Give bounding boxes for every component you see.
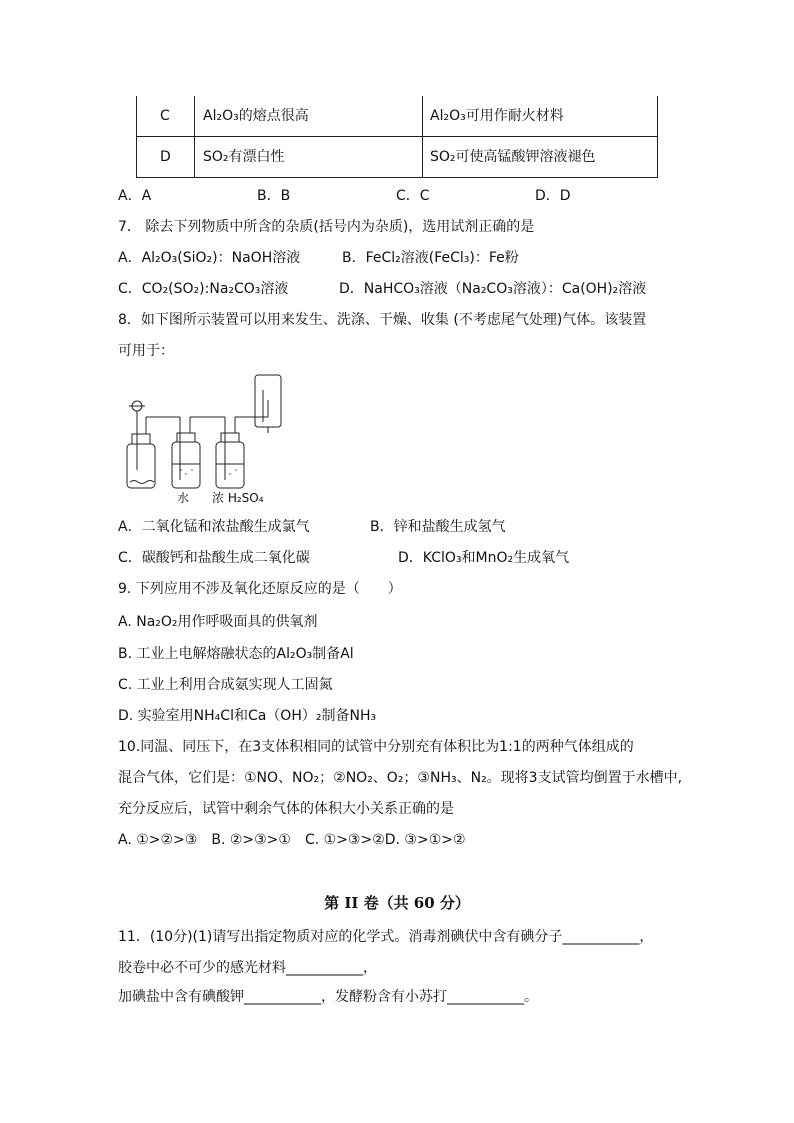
q6-option-b: B．B bbox=[257, 188, 291, 204]
q7-option-a: A．Al₂O₃(SiO₂)：NaOH溶液 bbox=[118, 250, 301, 266]
q7-option-b: B．FeCl₂溶液(FeCl₃)：Fe粉 bbox=[342, 250, 519, 266]
table-row-label: C bbox=[160, 108, 170, 124]
table-border-right bbox=[657, 96, 658, 178]
q9-option-b: B. 工业上电解熔融状态的Al₂O₃制备Al bbox=[118, 646, 354, 662]
table-row-statement: SO₂有漂白性 bbox=[203, 149, 285, 165]
q9-stem: 9. 下列应用不涉及氧化还原反应的是（ ） bbox=[118, 581, 402, 597]
label-water: 水 bbox=[177, 491, 190, 505]
drying-bottle-acid bbox=[216, 442, 244, 488]
q8-stem-line1: 8．如下图所示装置可以用来发生、洗涤、干燥、收集 (不考虑尾气处理)气体。该装置 bbox=[118, 312, 647, 328]
table-divider-1 bbox=[194, 96, 195, 178]
table-border-bottom bbox=[136, 177, 658, 178]
comparison-table bbox=[136, 96, 658, 178]
q6-option-c: C．C bbox=[396, 188, 430, 204]
q11-line2: 胶卷中必不可少的感光材料___________， bbox=[118, 960, 377, 976]
q11-line1: 11．(10分)(1)请写出指定物质对应的化学式。消毒剂碘伏中含有碘分子___________， bbox=[118, 929, 654, 945]
q10-stem-line2: 混合气体，它们是：①NO、NO₂；②NO₂、O₂；③NH₃、N₂。现将3支试管均倒置于水槽中, bbox=[118, 770, 683, 786]
q8-option-a: A．二氧化锰和浓盐酸生成氯气 bbox=[118, 519, 310, 535]
table-row-statement: Al₂O₃的熔点很高 bbox=[203, 108, 309, 124]
q10-stem-line3: 充分反应后，试管中剩余气体的体积大小关系正确的是 bbox=[118, 801, 454, 817]
q7-option-c: C．CO₂(SO₂):Na₂CO₃溶液 bbox=[118, 281, 289, 297]
q10-options: A. ①>②>③ B. ②>③>① C. ①>③>②D. ③>①>② bbox=[118, 832, 466, 848]
label-conc-sulfuric-acid: 浓 H₂SO₄ bbox=[212, 491, 264, 505]
q7-option-d: D．NaHCO₃溶液（Na₂CO₃溶液）：Ca(OH)₂溶液 bbox=[339, 281, 647, 297]
q9-option-a: A. Na₂O₂用作呼吸面具的供氧剂 bbox=[118, 614, 318, 630]
table-row-divider bbox=[136, 136, 658, 137]
q9-option-c: C. 工业上利用合成氨实现人工固氮 bbox=[118, 677, 333, 693]
flask1-stopper bbox=[132, 434, 150, 444]
q8-option-c: C．碳酸钙和盐酸生成二氧化碳 bbox=[118, 550, 310, 566]
q8-stem-line2: 可用于： bbox=[118, 343, 174, 359]
q8-option-d: D．KClO₃和MnO₂生成氧气 bbox=[398, 550, 570, 566]
q10-stem-line1: 10.同温、同压下，在3支体积相同的试管中分别充有体积比为1:1的两种气体组成的 bbox=[118, 739, 634, 755]
q9-option-d: D. 实验室用NH₄Cl和Ca（OH）₂制备NH₃ bbox=[118, 708, 377, 724]
q7-stem: 7． 除去下列物质中所含的杂质(括号内为杂质)，选用试剂正确的是 bbox=[118, 219, 535, 235]
wash-bottle-water bbox=[172, 442, 200, 488]
q6-option-d: D．D bbox=[535, 188, 571, 204]
section-title: 第 II 卷（共 60 分） bbox=[324, 894, 470, 912]
table-row-label: D bbox=[160, 149, 171, 165]
q11-line3: 加碘盐中含有碘酸钾___________，发酵粉含有小苏打___________。 bbox=[118, 989, 538, 1005]
table-divider-2 bbox=[422, 96, 423, 178]
table-row-application: Al₂O₃可用作耐火材料 bbox=[430, 108, 564, 124]
table-border-left bbox=[136, 96, 137, 178]
q8-option-b: B．锌和盐酸生成氢气 bbox=[370, 519, 506, 535]
q6-option-a: A．A bbox=[118, 188, 152, 204]
table-row-application: SO₂可使高锰酸钾溶液褪色 bbox=[430, 149, 596, 165]
